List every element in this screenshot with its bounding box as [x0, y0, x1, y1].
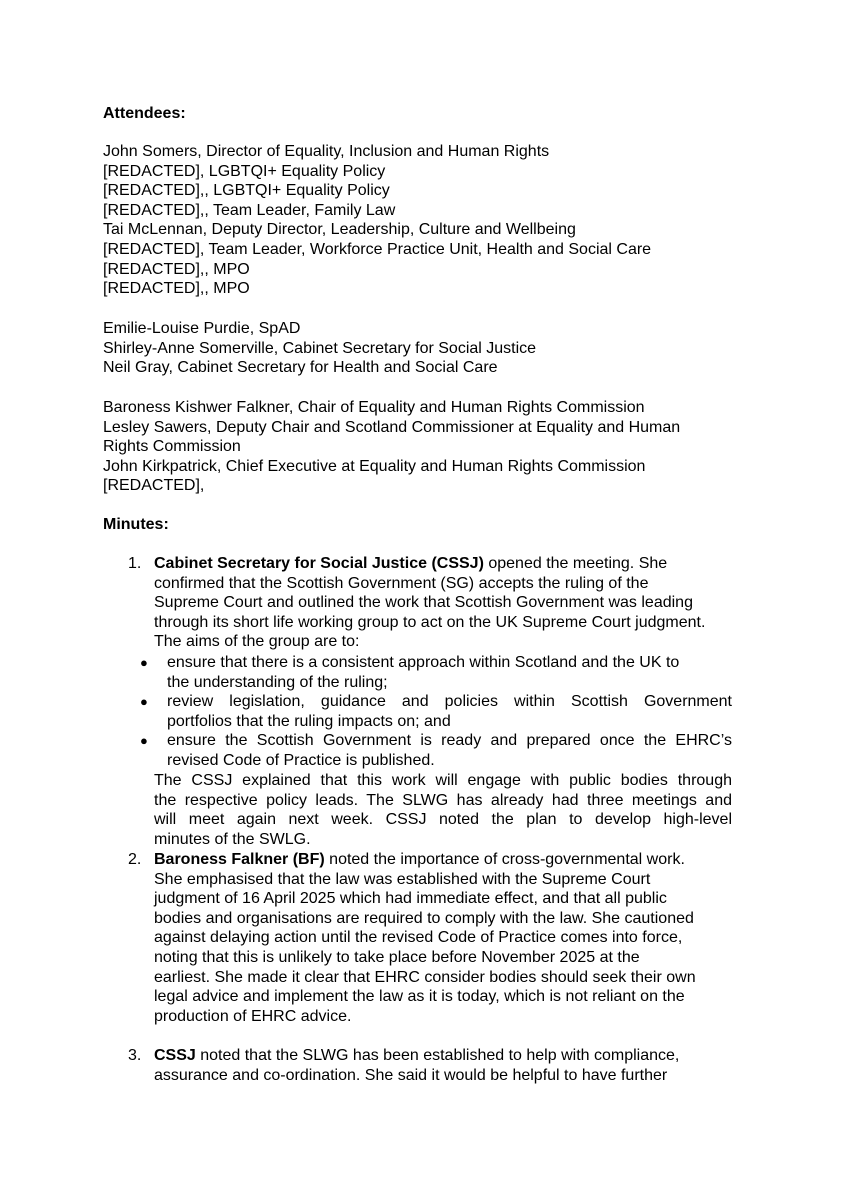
- attendees-group-ministers: [103, 319, 743, 378]
- attendee-line: Lesley Sawers, Deputy Chair and Scotland Commissioner at Equality and Human: [103, 418, 681, 436]
- text-line: portfolios that the ruling impacts on; and: [167, 712, 451, 730]
- bullet-item: [167, 731, 732, 770]
- minutes-item-lead-line: [154, 1046, 732, 1066]
- text-line: production of EHRC advice.: [154, 1007, 352, 1025]
- text-line: bodies and organisations are required to comply with the law. She cautioned: [154, 909, 694, 927]
- minutes-item-1-closing: [154, 771, 732, 849]
- text-line: Supreme Court and outlined the work that Scottish Government was leading: [154, 594, 693, 612]
- list-item-number: 1.: [128, 555, 142, 572]
- attendee-line: [REDACTED],, MPO: [103, 260, 250, 278]
- text-line: confirmed that the Scottish Government (SG) accepts the ruling of the: [154, 574, 649, 592]
- text-line: minutes of the SWLG.: [154, 830, 311, 848]
- bullet-item: [167, 653, 732, 692]
- attendees-heading: Attendees:: [103, 105, 186, 122]
- lead-text: noted the importance of cross-governmental work.: [324, 851, 685, 868]
- attendee-line: Baroness Kishwer Falkner, Chair of Equality and Human Rights Commission: [103, 399, 645, 416]
- attendee-line: [REDACTED],, MPO: [103, 280, 250, 298]
- lead-text: noted that the SLWG has been established to help with compliance,: [195, 1047, 680, 1064]
- text-line: the respective policy leads. The SLWG has already had three meetings and: [154, 791, 732, 809]
- text-line: through its short life working group to act on the UK Supreme Court judgment.: [154, 613, 706, 631]
- speaker-label: Cabinet Secretary for Social Justice (CSSJ): [154, 555, 484, 572]
- list-item-number: 3.: [128, 1047, 142, 1064]
- text-line: will meet again next week. CSSJ noted the plan to develop high-level: [154, 811, 732, 829]
- attendee-line: [REDACTED], Team Leader, Workforce Practice Unit, Health and Social Care: [103, 240, 652, 258]
- text-line: revised Code of Practice is published.: [167, 751, 435, 769]
- attendee-line: [REDACTED],, Team Leader, Family Law: [103, 201, 396, 219]
- minutes-item-lead-line: [154, 554, 732, 574]
- text-line: review legislation, guidance and policies within Scottish Government: [167, 693, 732, 710]
- attendee-line: [REDACTED],, LGBTQI+ Equality Policy: [103, 182, 390, 200]
- bullet-item: [167, 692, 732, 731]
- list-item-number: 2.: [128, 851, 142, 868]
- minutes-item-3: [154, 1046, 732, 1085]
- text-line: ensure that there is a consistent approach within Scotland and the UK to: [167, 654, 680, 671]
- speaker-label: Baroness Falkner (BF): [154, 851, 325, 868]
- bullet-icon: ●: [140, 733, 148, 748]
- attendee-line: Shirley-Anne Somerville, Cabinet Secretary for Social Justice: [103, 339, 537, 357]
- attendee-line: John Somers, Director of Equality, Inclusion and Human Rights: [103, 143, 550, 160]
- text-line: The aims of the group are to:: [154, 633, 360, 651]
- text-line: ensure the Scottish Government is ready and prepared once the EHRC’s: [167, 732, 732, 749]
- speaker-label: CSSJ: [154, 1047, 196, 1064]
- text-line: the understanding of the ruling;: [167, 673, 388, 691]
- attendees-group-officials: [103, 142, 743, 299]
- text-line: judgment of 16 April 2025 which had immediate effect, and that all public: [154, 890, 667, 908]
- text-line: legal advice and implement the law as it is today, which is not reliant on the: [154, 988, 685, 1006]
- attendees-group-ehrc: [103, 398, 743, 496]
- minutes-item-lead-line: [154, 850, 732, 870]
- text-line: noting that this is unlikely to take place before November 2025 at the: [154, 948, 640, 966]
- text-line: The CSSJ explained that this work will engage with public bodies through: [154, 772, 732, 789]
- attendee-line: Neil Gray, Cabinet Secretary for Health and Social Care: [103, 359, 498, 377]
- attendee-line: Emilie-Louise Purdie, SpAD: [103, 320, 301, 337]
- bullet-icon: ●: [140, 655, 148, 670]
- attendee-line: John Kirkpatrick, Chief Executive at Equality and Human Rights Commission: [103, 457, 646, 475]
- lead-text: opened the meeting. She: [483, 555, 668, 572]
- attendee-line: [REDACTED], LGBTQI+ Equality Policy: [103, 162, 386, 180]
- attendee-line: Rights Commission: [103, 438, 241, 456]
- text-line: against delaying action until the revised Code of Practice comes into force,: [154, 929, 683, 947]
- minutes-heading: Minutes:: [103, 516, 169, 533]
- text-line: She emphasised that the law was established with the Supreme Court: [154, 870, 651, 888]
- attendee-line: [REDACTED],: [103, 477, 205, 495]
- attendee-line: Tai McLennan, Deputy Director, Leadership, Culture and Wellbeing: [103, 221, 576, 239]
- bullet-icon: ●: [140, 694, 148, 709]
- text-line: assurance and co-ordination. She said it would be helpful to have further: [154, 1066, 668, 1084]
- minutes-item-1-intro: [154, 554, 732, 652]
- text-line: earliest. She made it clear that EHRC consider bodies should seek their own: [154, 968, 696, 986]
- minutes-item-2: [154, 850, 732, 1026]
